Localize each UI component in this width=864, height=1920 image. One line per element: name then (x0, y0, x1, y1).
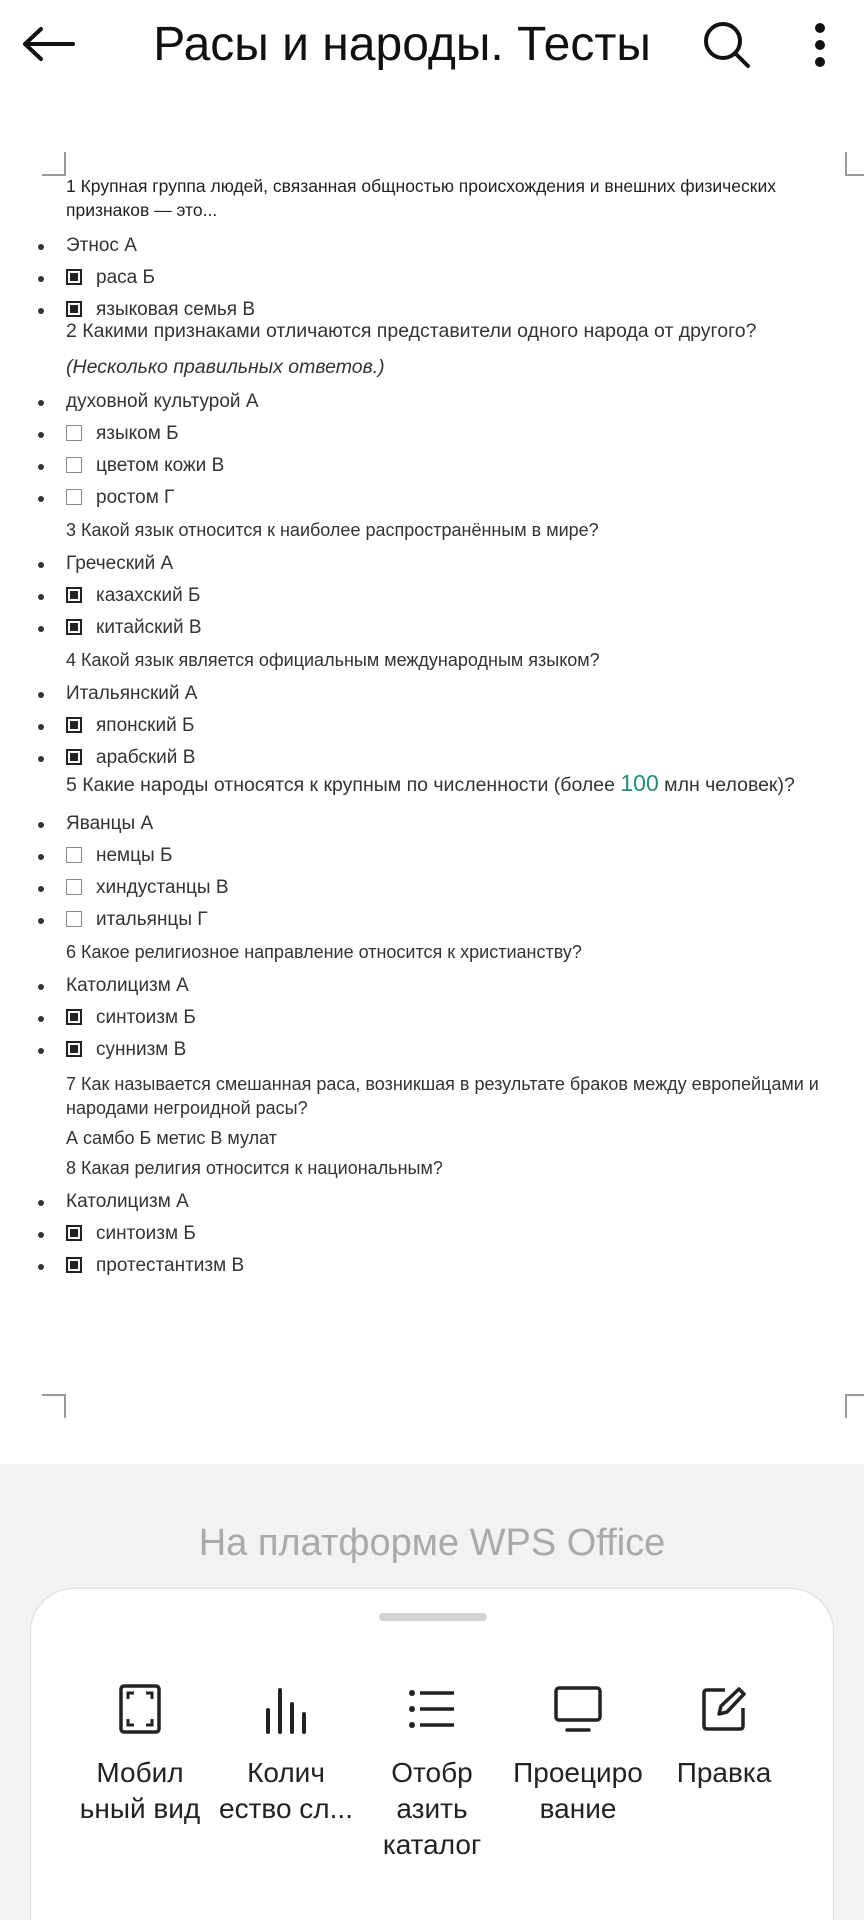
checkbox-icon (66, 457, 82, 473)
document-content (0, 174, 864, 1282)
radio-icon (66, 1009, 82, 1025)
list-item: хиндустанцы В (0, 872, 864, 904)
toolbar-label: Проециро вание (513, 1757, 643, 1824)
list-item: итальянцы Г (0, 904, 864, 936)
arrow-left-icon (21, 26, 75, 62)
list-item: ростом Г (0, 482, 864, 514)
checkbox-icon (66, 879, 82, 895)
list-item: немцы Б (0, 840, 864, 872)
toolbar-label: Колич ество сл... (219, 1757, 353, 1824)
edit-icon (701, 1686, 747, 1732)
radio-icon (66, 717, 82, 733)
search-button[interactable] (698, 16, 756, 74)
list-item: китайский В (0, 612, 864, 644)
app-bar (0, 0, 864, 88)
list-item: японский Б (0, 710, 864, 742)
list-item: раса Б (0, 262, 864, 294)
list-item: протестантизм В (0, 1250, 864, 1282)
checkbox-icon (66, 911, 82, 927)
show-catalog-button[interactable] (357, 1681, 507, 1863)
list-item: арабский В (0, 742, 864, 774)
page-corner-mark (845, 152, 864, 176)
checkbox-icon (66, 425, 82, 441)
radio-icon (66, 1257, 82, 1273)
question-7: 7 Как называется смешанная раса, возникшая в результате браков между европейцами и народами негроидной расы? (66, 1074, 819, 1118)
more-options-button[interactable] (796, 16, 844, 74)
sheet-handle[interactable] (379, 1613, 487, 1621)
question-5: 5 Какие народы относятся к крупным по численности (более 100 млн человек)? (66, 770, 795, 796)
list-item: Итальянский А (0, 678, 864, 710)
search-icon (702, 20, 752, 70)
bottom-sheet (30, 1588, 834, 1920)
document-page[interactable] (0, 88, 864, 1464)
mobile-view-button[interactable] (65, 1681, 215, 1827)
list-item: языком Б (0, 418, 864, 450)
checkbox-icon (66, 489, 82, 505)
checkbox-icon (66, 847, 82, 863)
radio-icon (66, 587, 82, 603)
question-2-note: (Несколько правильных ответов.) (66, 356, 385, 378)
catalog-icon (408, 1688, 456, 1730)
question-2: 2 Какими признаками отличаются представители одного народа от другого? (66, 320, 757, 342)
word-count-button[interactable] (211, 1681, 361, 1827)
page-corner-mark (42, 1394, 66, 1418)
list-item: Яванцы А (0, 808, 864, 840)
list-item: казахский Б (0, 580, 864, 612)
list-item: Католицизм А (0, 1186, 864, 1218)
question-6: 6 Какое религиозное направление относится к христианству? (66, 942, 582, 962)
projection-button[interactable] (503, 1681, 653, 1827)
toolbar-label: Правка (676, 1757, 772, 1788)
question-4: 4 Какой язык является официальным международным языком? (66, 650, 600, 670)
more-vertical-icon (813, 22, 827, 68)
back-button[interactable] (18, 18, 78, 70)
radio-icon (66, 1225, 82, 1241)
list-item: Католицизм А (0, 970, 864, 1002)
platform-label: На платформе WPS Office (198, 1522, 666, 1564)
page-title: Расы и народы. Тесты (153, 18, 651, 71)
toolbar-label: Отобр азить каталог (382, 1757, 482, 1860)
list-item: Этнос А (0, 230, 864, 262)
question-1: 1 Крупная группа людей, связанная общностью происхождения и внешних физических признаков — это... (66, 176, 776, 220)
question-8: 8 Какая религия относится к национальным? (66, 1158, 443, 1178)
list-item: цветом кожи В (0, 450, 864, 482)
list-item: синтоизм Б (0, 1002, 864, 1034)
radio-icon (66, 301, 82, 317)
radio-icon (66, 269, 82, 285)
radio-icon (66, 619, 82, 635)
list-item: Греческий А (0, 548, 864, 580)
page-corner-mark (845, 1394, 864, 1418)
question-3: 3 Какой язык относится к наиболее распространённым в мире? (66, 520, 599, 540)
page-corner-mark (42, 152, 66, 176)
toolbar-label: Мобил ьный вид (79, 1757, 201, 1824)
radio-icon (66, 749, 82, 765)
projection-icon (553, 1685, 603, 1733)
word-count-icon (262, 1684, 310, 1734)
mobile-view-icon (118, 1683, 162, 1735)
radio-icon (66, 1041, 82, 1057)
question-7-answers: А самбо Б метис В мулат (66, 1128, 277, 1148)
list-item: духовной культурой А (0, 386, 864, 418)
list-item: суннизм В (0, 1034, 864, 1066)
list-item: синтоизм Б (0, 1218, 864, 1250)
edit-button[interactable] (649, 1681, 799, 1791)
list-item: языковая семья В (0, 294, 864, 326)
